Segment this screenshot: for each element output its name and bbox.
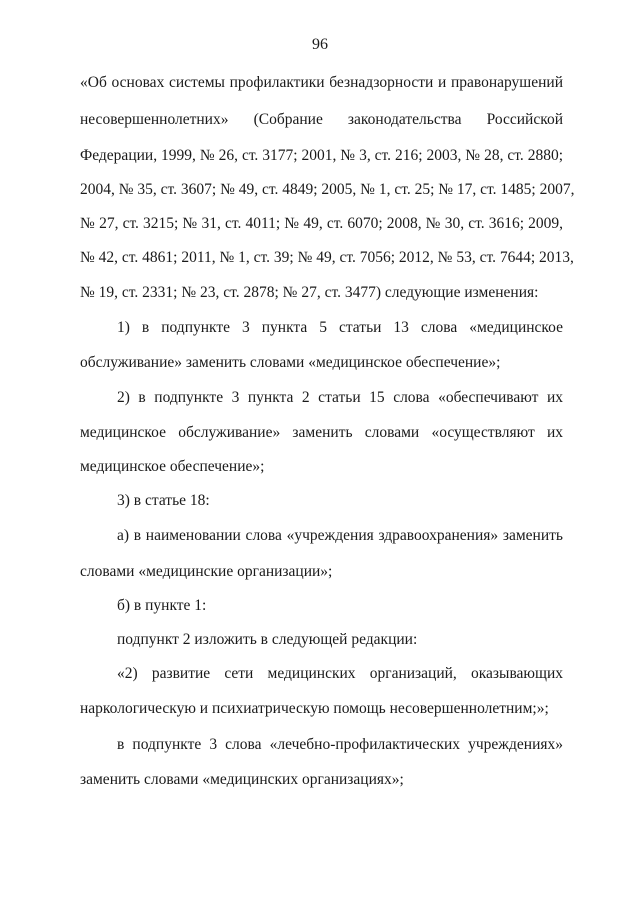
text-line: обслуживание» заменить словами «медицинское обеспечение»; [80,354,501,371]
text-line: «2) развитие сети медицинских организаций, оказывающих [117,665,563,682]
text-line: несовершеннолетних» (Собрание законодательства Российской [80,111,563,128]
text-line: словами «медицинские организации»; [80,563,333,580]
text-line: «Об основах системы профилактики безнадзорности и правонарушений [80,74,563,91]
text-line: 2004, № 35, ст. 3607; № 49, ст. 4849; 2005, № 1, ст. 25; № 17, ст. 1485; 2007, [80,181,575,198]
text-line: медицинское обслуживание» заменить словами «осуществляют их [80,424,563,441]
text-line: Федерации, 1999, № 26, ст. 3177; 2001, № 3, ст. 216; 2003, № 28, ст. 2880; [80,147,563,164]
text-line: 2) в подпункте 3 пункта 2 статьи 15 слова «обеспечивают их [117,389,563,406]
text-line: медицинское обеспечение»; [80,458,265,475]
text-line: б) в пункте 1: [117,597,207,614]
text-line: № 42, ст. 4861; 2011, № 1, ст. 39; № 49, ст. 7056; 2012, № 53, ст. 7644; 2013, [80,249,574,266]
text-line: № 19, ст. 2331; № 23, ст. 2878; № 27, ст. 3477) следующие изменения: [80,284,539,301]
text-line: заменить словами «медицинских организациях»; [80,771,404,788]
text-line: 1) в подпункте 3 пункта 5 статьи 13 слова «медицинское [117,319,563,336]
text-line: а) в наименовании слова «учреждения здравоохранения» заменить [117,527,563,544]
text-line: подпункт 2 изложить в следующей редакции: [117,631,418,648]
page-number: 96 [312,36,328,53]
text-line: наркологическую и психиатрическую помощь несовершеннолетним;»; [80,700,549,717]
text-line: 3) в статье 18: [117,492,210,509]
text-line: в подпункте 3 слова «лечебно-профилактических учреждениях» [117,736,563,753]
text-line: № 27, ст. 3215; № 31, ст. 4011; № 49, ст. 6070; 2008, № 30, ст. 3616; 2009, [80,215,563,232]
